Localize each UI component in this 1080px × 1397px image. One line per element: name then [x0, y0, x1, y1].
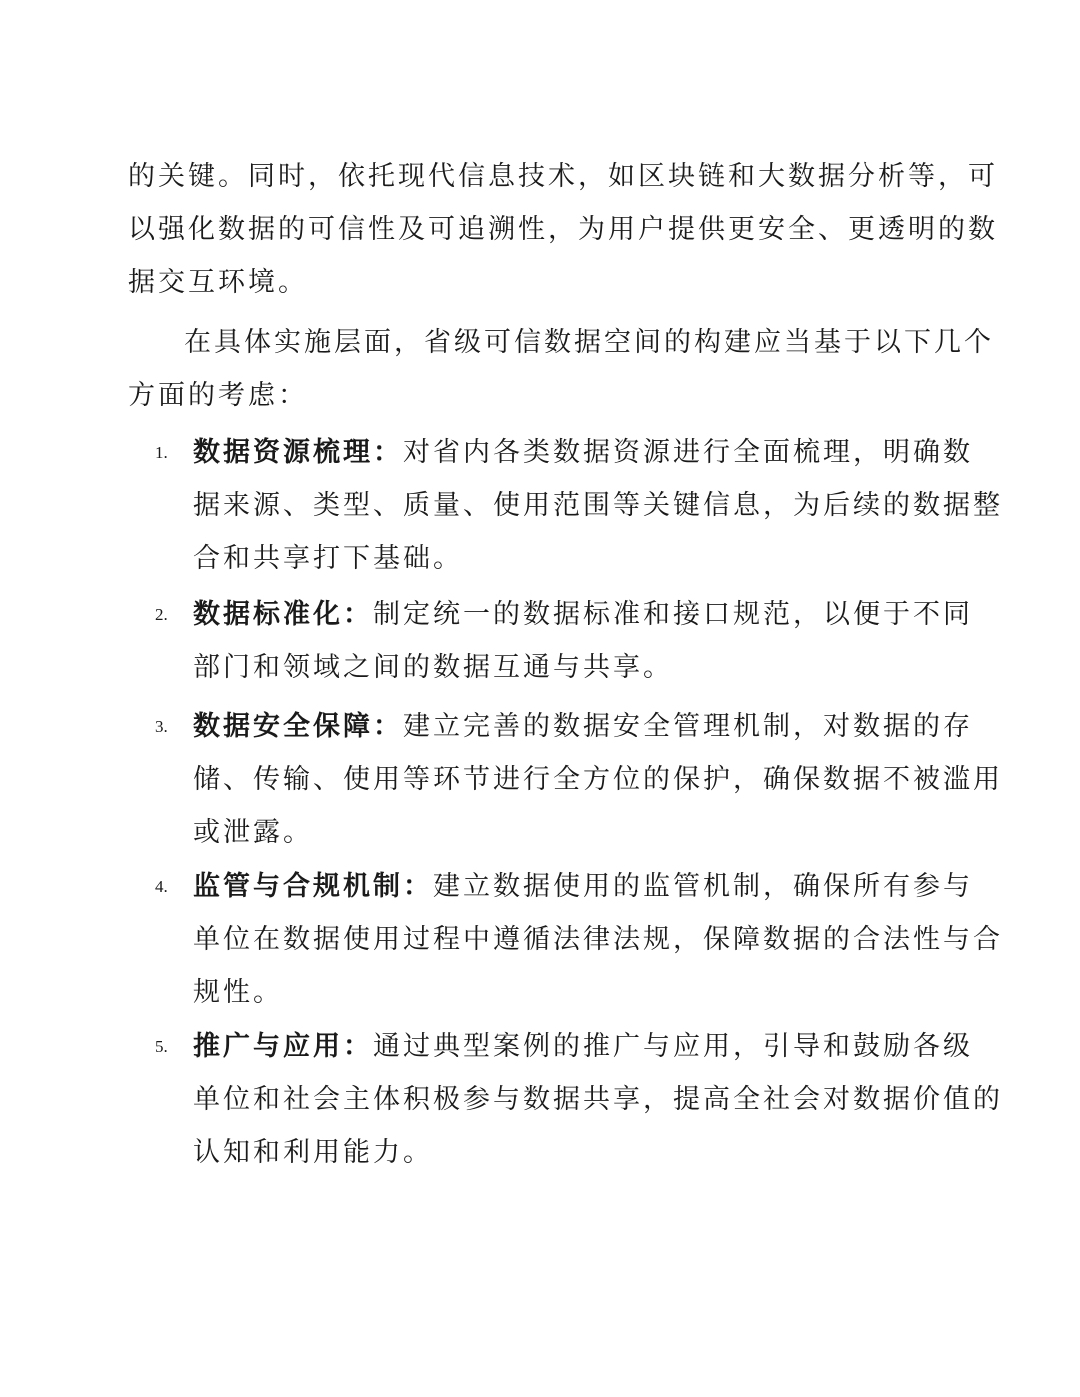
list-item-first-line: [193, 860, 973, 913]
list-number: 3.: [155, 717, 168, 736]
list-number: 5.: [155, 1037, 168, 1056]
list-item-first-line: [193, 588, 973, 641]
paragraph-line: 的关键。同时，依托现代信息技术，如区块链和大数据分析等，可: [128, 161, 998, 192]
list-item-line: 单位和社会主体积极参与数据共享，提高全社会对数据价值的: [193, 1084, 1003, 1115]
list-item-first-line: [193, 1020, 973, 1073]
list-item-body: [193, 1020, 1003, 1179]
list-item-body: [193, 426, 1003, 585]
list-item-line: 据来源、类型、质量、使用范围等关键信息，为后续的数据整: [193, 490, 1003, 521]
list-number: 1.: [155, 443, 168, 462]
list-item-line: 认知和利用能力。: [193, 1137, 433, 1168]
paragraph-line: 据交互环境。: [128, 267, 308, 298]
list-item-text: 建立数据使用的监管机制，确保所有参与: [433, 871, 973, 902]
paragraph-line: 以强化数据的可信性及可追溯性，为用户提供更安全、更透明的数: [128, 214, 998, 245]
list-item-line: 合和共享打下基础。: [193, 543, 463, 574]
list-item-term: 监管与合规机制：: [193, 871, 433, 902]
list-item-body: [193, 700, 1003, 859]
list-item-text: 制定统一的数据标准和接口规范，以便于不同: [373, 599, 973, 630]
list-number: 4.: [155, 877, 168, 896]
list-item-term: 数据安全保障：: [193, 711, 403, 742]
paragraph-line: 在具体实施层面，省级可信数据空间的构建应当基于以下几个: [184, 327, 994, 358]
list-item-line: 规性。: [193, 977, 283, 1008]
list-item-line: 部门和领域之间的数据互通与共享。: [193, 652, 673, 683]
paragraph-line: 方面的考虑：: [128, 380, 308, 411]
list-item-line: 储、传输、使用等环节进行全方位的保护，确保数据不被滥用: [193, 764, 1003, 795]
list-item-text: 通过典型案例的推广与应用，引导和鼓励各级: [373, 1031, 973, 1062]
list-item-term: 数据资源梳理：: [193, 437, 403, 468]
list-item-body: [193, 588, 973, 694]
list-item-first-line: [193, 700, 973, 753]
list-item-line: 单位在数据使用过程中遵循法律法规，保障数据的合法性与合: [193, 924, 1003, 955]
list-number: 2.: [155, 605, 168, 624]
list-item-term: 推广与应用：: [193, 1031, 373, 1062]
paragraph-intro: [128, 316, 994, 422]
list-item-term: 数据标准化：: [193, 599, 373, 630]
list-item-line: 或泄露。: [193, 817, 313, 848]
list-item-first-line: [193, 426, 973, 479]
list-item-text: 对省内各类数据资源进行全面梳理，明确数: [403, 437, 973, 468]
paragraph-continuation: [128, 150, 998, 309]
list-item-body: [193, 860, 1003, 1019]
list-item-text: 建立完善的数据安全管理机制，对数据的存: [403, 711, 973, 742]
